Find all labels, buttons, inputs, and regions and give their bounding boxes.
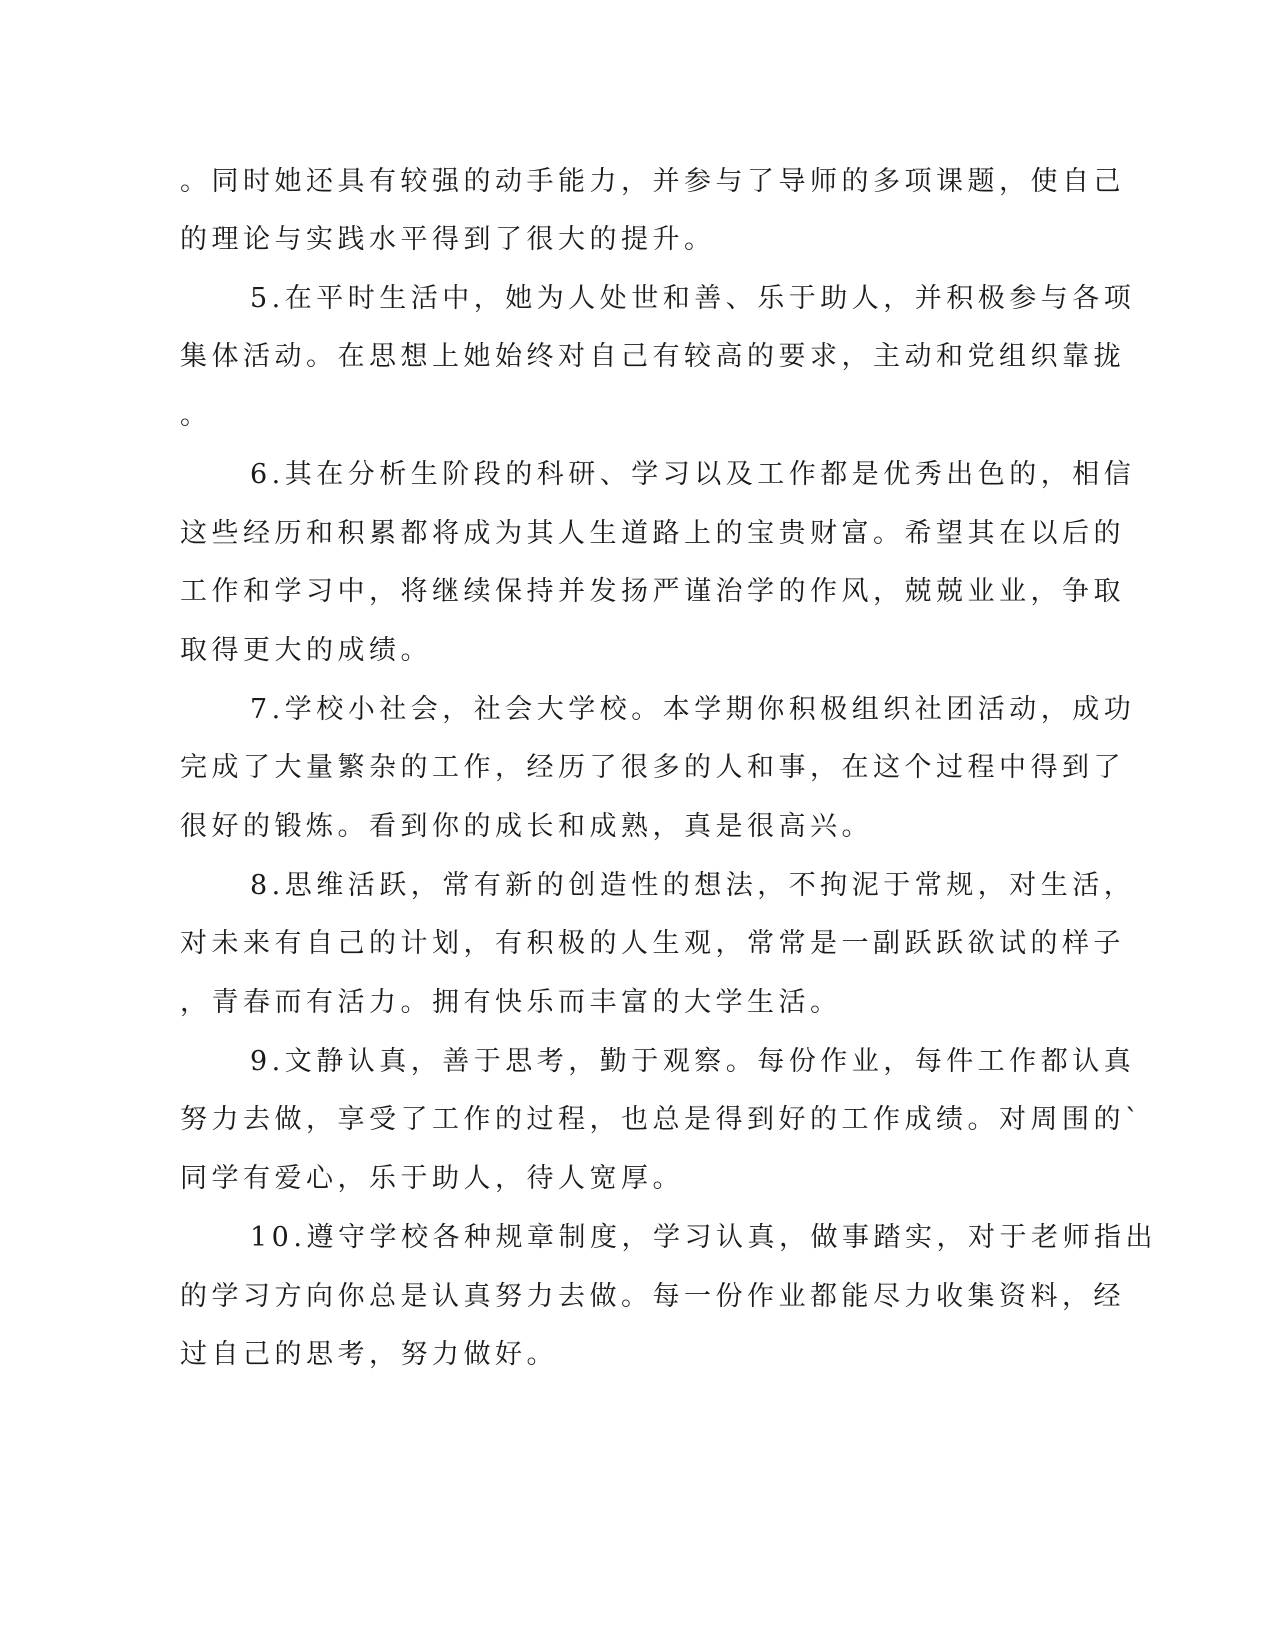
text-line: 。同时她还具有较强的动手能力，并参与了导师的多项课题，使自己	[180, 166, 1125, 197]
paragraph-8-start: 8.思维活跃，常有新的创造性的想法，不拘泥于常规，对生活，	[250, 870, 1136, 901]
text-line: 完成了大量繁杂的工作，经历了很多的人和事，在这个过程中得到了	[180, 752, 1125, 783]
paragraph-9-start: 9.文静认真，善于思考，勤于观察。每份作业，每件工作都认真	[250, 1046, 1136, 1077]
paragraph-6-start: 6.其在分析生阶段的科研、学习以及工作都是优秀出色的，相信	[250, 459, 1136, 490]
text-line: ，青春而有活力。拥有快乐而丰富的大学生活。	[180, 987, 842, 1018]
text-line: 努力去做，享受了工作的过程，也总是得到好的工作成绩。对周围的`	[180, 1104, 1143, 1135]
text-line: 这些经历和积累都将成为其人生道路上的宝贵财富。希望其在以后的	[180, 518, 1125, 549]
text-line: 。	[180, 400, 212, 431]
text-line: 集体活动。在思想上她始终对自己有较高的要求，主动和党组织靠拢	[180, 341, 1125, 372]
text-line: 对未来有自己的计划，有积极的人生观，常常是一副跃跃欲试的样子	[180, 928, 1125, 959]
text-line: 的理论与实践水平得到了很大的提升。	[180, 224, 716, 255]
paragraph-10-start: 10.遵守学校各种规章制度，学习认真，做事踏实，对于老师指出	[250, 1222, 1157, 1253]
text-line: 过自己的思考，努力做好。	[180, 1339, 558, 1370]
paragraph-7-start: 7.学校小社会，社会大学校。本学期你积极组织社团活动，成功	[250, 694, 1136, 725]
text-line: 工作和学习中，将继续保持并发扬严谨治学的作风，兢兢业业，争取	[180, 576, 1125, 607]
text-line: 同学有爱心，乐于助人，待人宽厚。	[180, 1163, 684, 1194]
text-line: 很好的锻炼。看到你的成长和成熟，真是很高兴。	[180, 811, 873, 842]
text-line: 的学习方向你总是认真努力去做。每一份作业都能尽力收集资料，经	[180, 1281, 1125, 1312]
paragraph-5-start: 5.在平时生活中，她为人处世和善、乐于助人，并积极参与各项	[250, 283, 1136, 314]
text-line: 取得更大的成绩。	[180, 635, 432, 666]
